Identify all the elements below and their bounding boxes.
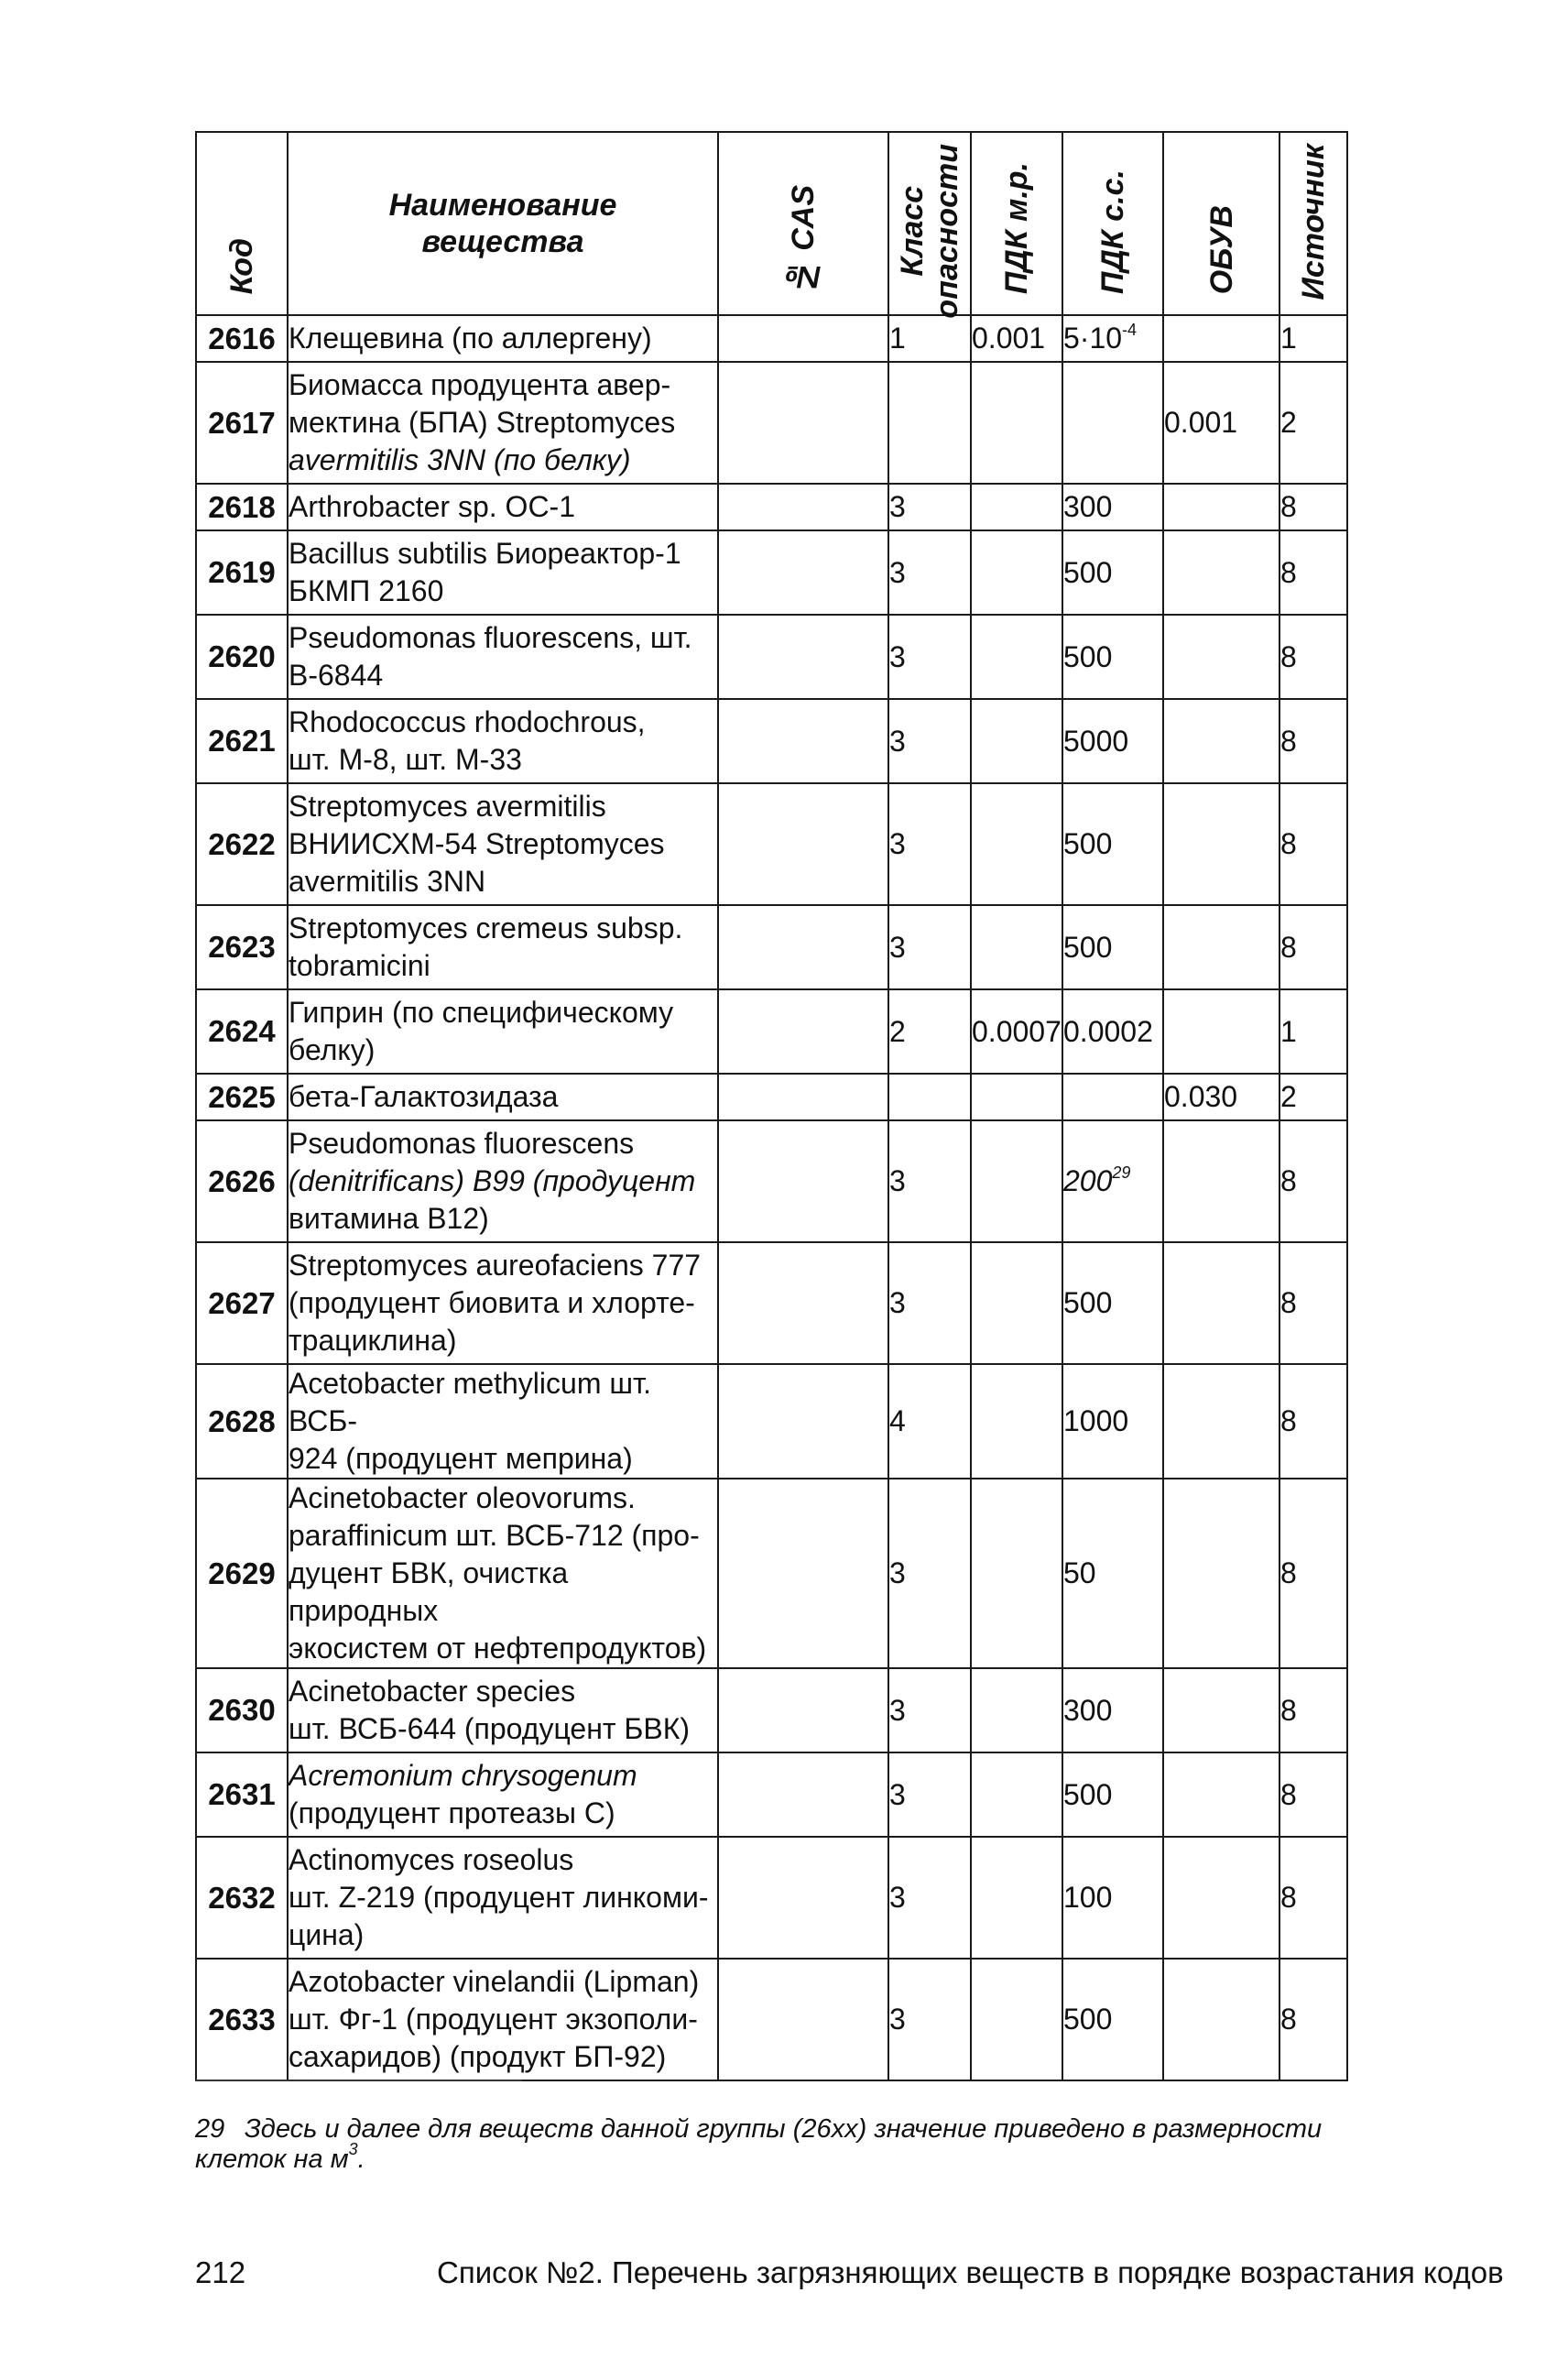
cell-hazard-class: 3: [888, 484, 971, 530]
cell-code: 2627: [196, 1242, 288, 1364]
cell-source: 8: [1279, 1668, 1347, 1752]
cell-cas: [718, 1479, 888, 1668]
table-row: [196, 1364, 1347, 1479]
name-line: цина): [289, 1918, 365, 1951]
cell-cas: [718, 1752, 888, 1837]
cell-name: [288, 699, 718, 783]
name-line: (продуцент протеазы С): [289, 1796, 615, 1829]
footnote-divider: [195, 2080, 522, 2081]
header-obuv: ОБУВ: [1163, 132, 1279, 315]
cell-obuv: [1163, 484, 1279, 530]
cell-name: [288, 1242, 718, 1364]
name-line: Bacillus subtilis Биореактор-1: [289, 537, 681, 570]
cell-pdk-mr: [971, 1364, 1062, 1479]
name-line: Actinomyces roseolus: [289, 1843, 574, 1876]
footnote-text: Здесь и далее для веществ данной группы (26xx) значение приведено в размерности клеток на м: [195, 2114, 1323, 2174]
cell-code: 2629: [196, 1479, 288, 1668]
cell-pdk-mr: [971, 1242, 1062, 1364]
pdk-ss-value: 500: [1063, 930, 1113, 964]
name-line: tobramicini: [289, 949, 430, 982]
cell-pdk-mr: [971, 1837, 1062, 1959]
cell-code: 2622: [196, 783, 288, 905]
table-row: [196, 530, 1347, 615]
cell-cas: [718, 315, 888, 362]
cell-hazard-class: 3: [888, 783, 971, 905]
cell-pdk-mr: [971, 1668, 1062, 1752]
cell-pdk-mr: [971, 905, 1062, 989]
table-row: [196, 699, 1347, 783]
cell-pdk-ss: [1062, 1752, 1163, 1837]
cell-name: [288, 989, 718, 1074]
table-row: [196, 905, 1347, 989]
cell-source: 8: [1279, 1242, 1347, 1364]
name-line: Arthrobacter sp. OC-1: [289, 490, 575, 523]
header-pdk-ss: ПДК с.с.: [1062, 132, 1163, 315]
name-line: витамина B12): [289, 1202, 489, 1235]
cell-obuv: [1163, 1668, 1279, 1752]
cell-cas: [718, 362, 888, 484]
cell-hazard-class: 3: [888, 1752, 971, 1837]
table-row: [196, 1752, 1347, 1837]
name-line: мектина (БПА) Streptomyces: [289, 406, 676, 439]
cell-pdk-ss: [1062, 1242, 1163, 1364]
cell-cas: [718, 905, 888, 989]
table-row: [196, 362, 1347, 484]
name-line: Acinetobacter oleovorums.: [289, 1481, 636, 1514]
cell-hazard-class: 3: [888, 1479, 971, 1668]
cell-source: 8: [1279, 783, 1347, 905]
cell-pdk-mr: [971, 1959, 1062, 2080]
cell-hazard-class: 3: [888, 530, 971, 615]
cell-pdk-mr: [971, 699, 1062, 783]
cell-obuv: [1163, 783, 1279, 905]
cell-obuv: [1163, 615, 1279, 699]
name-line: paraffinicum шт. ВСБ-712 (про-: [289, 1519, 700, 1552]
cell-pdk-mr: [971, 530, 1062, 615]
cell-pdk-ss: [1062, 615, 1163, 699]
table-row: [196, 1837, 1347, 1959]
cell-name: [288, 615, 718, 699]
table-row: [196, 1959, 1347, 2080]
table-row: [196, 1668, 1347, 1752]
cell-name: [288, 1837, 718, 1959]
cell-hazard-class: 3: [888, 615, 971, 699]
cell-cas: [718, 1074, 888, 1120]
pdk-ss-value: 500: [1063, 1286, 1113, 1319]
cell-cas: [718, 1959, 888, 2080]
cell-name: [288, 1668, 718, 1752]
cell-hazard-class: 3: [888, 1837, 971, 1959]
header-row: [196, 132, 1347, 315]
cell-hazard-class: 2: [888, 989, 971, 1074]
name-line: Acetobacter methylicum шт. ВСБ-: [289, 1367, 652, 1437]
cell-code: 2623: [196, 905, 288, 989]
cell-code: 2631: [196, 1752, 288, 1837]
name-line: Acremonium chrysogenum: [289, 1759, 637, 1792]
cell-obuv: [1163, 699, 1279, 783]
cell-source: 8: [1279, 1752, 1347, 1837]
cell-name: [288, 1959, 718, 2080]
name-line: Streptomyces avermitilis: [289, 790, 606, 823]
pdk-ss-value: 5·10: [1063, 322, 1123, 355]
header-cas: № CAS: [718, 132, 888, 315]
cell-pdk-ss: [1062, 1364, 1163, 1479]
pdk-ss-value: 500: [1063, 2003, 1113, 2036]
cell-hazard-class: 3: [888, 1668, 971, 1752]
cell-pdk-mr: [971, 362, 1062, 484]
cell-pdk-ss: [1062, 1074, 1163, 1120]
cell-name: [288, 1479, 718, 1668]
name-line: белку): [289, 1033, 376, 1066]
cell-name: [288, 1120, 718, 1242]
cell-pdk-ss: [1062, 530, 1163, 615]
name-line: Rhodococcus rhodochrous,: [289, 705, 646, 738]
name-line: бета-Галактозидаза: [289, 1080, 559, 1113]
pdk-ss-value: 1000: [1063, 1404, 1129, 1437]
cell-cas: [718, 699, 888, 783]
cell-obuv: 0.001: [1163, 362, 1279, 484]
pdk-ss-value: 50: [1063, 1556, 1096, 1589]
cell-obuv: [1163, 989, 1279, 1074]
cell-obuv: [1163, 1364, 1279, 1479]
cell-cas: [718, 530, 888, 615]
cell-source: 2: [1279, 1074, 1347, 1120]
cell-obuv: [1163, 1242, 1279, 1364]
cell-pdk-ss: [1062, 1668, 1163, 1752]
cell-hazard-class: 3: [888, 1959, 971, 2080]
pdk-ss-value: 500: [1063, 555, 1113, 589]
name-line: (продуцент биовита и хлорте-: [289, 1286, 695, 1319]
name-line: БКМП 2160: [289, 574, 444, 607]
cell-pdk-ss: [1062, 783, 1163, 905]
name-line: шт. Фг-1 (продуцент экзополи-: [289, 2003, 698, 2036]
name-line: шт. Z-219 (продуцент линкоми-: [289, 1881, 709, 1914]
header-code: Код: [196, 132, 288, 315]
cell-pdk-mr: 0.0007: [971, 989, 1062, 1074]
cell-hazard-class: [888, 1074, 971, 1120]
table-row: [196, 1242, 1347, 1364]
pdk-ss-value: 500: [1063, 639, 1113, 673]
cell-name: [288, 783, 718, 905]
cell-pdk-ss: [1062, 905, 1163, 989]
cell-code: 2628: [196, 1364, 288, 1479]
cell-pdk-mr: 0.001: [971, 315, 1062, 362]
cell-obuv: [1163, 530, 1279, 615]
cell-source: 2: [1279, 362, 1347, 484]
cell-obuv: 0.030: [1163, 1074, 1279, 1120]
cell-pdk-ss: [1062, 1959, 1163, 2080]
pdk-ss-value: 500: [1063, 827, 1113, 860]
cell-code: 2618: [196, 484, 288, 530]
cell-name: [288, 315, 718, 362]
cell-cas: [718, 783, 888, 905]
cell-hazard-class: 4: [888, 1364, 971, 1479]
cell-cas: [718, 484, 888, 530]
footnote-number: 29: [195, 2114, 225, 2144]
cell-obuv: [1163, 1752, 1279, 1837]
table-row: [196, 1479, 1347, 1668]
cell-source: 8: [1279, 615, 1347, 699]
name-line: Acinetobacter species: [289, 1675, 576, 1708]
cell-source: 8: [1279, 530, 1347, 615]
name-line: avermitilis 3NN: [289, 865, 486, 898]
cell-code: 2617: [196, 362, 288, 484]
cell-pdk-mr: [971, 1074, 1062, 1120]
cell-code: 2616: [196, 315, 288, 362]
cell-cas: [718, 1120, 888, 1242]
cell-pdk-mr: [971, 1752, 1062, 1837]
name-line: дуцент БВК, очистка природных: [289, 1556, 569, 1627]
cell-pdk-ss: [1062, 315, 1163, 362]
footnote-superscript: 3: [348, 2140, 358, 2158]
cell-pdk-mr: [971, 1479, 1062, 1668]
cell-pdk-ss: [1062, 484, 1163, 530]
cell-hazard-class: 3: [888, 1120, 971, 1242]
cell-source: 8: [1279, 484, 1347, 530]
header-hazard-class: Класс опасности: [888, 132, 971, 315]
cell-source: 8: [1279, 1837, 1347, 1959]
cell-hazard-class: [888, 362, 971, 484]
name-line: Pseudomonas fluorescens, шт.: [289, 621, 692, 654]
cell-cas: [718, 1242, 888, 1364]
cell-cas: [718, 1364, 888, 1479]
cell-obuv: [1163, 1959, 1279, 2080]
cell-code: 2619: [196, 530, 288, 615]
page-number: 212: [195, 2255, 246, 2289]
header-pdk-mr: ПДК м.р.: [971, 132, 1062, 315]
cell-code: 2625: [196, 1074, 288, 1120]
cell-pdk-ss: [1062, 362, 1163, 484]
cell-name: [288, 362, 718, 484]
cell-hazard-class: 3: [888, 699, 971, 783]
name-line: экосистем от нефтепродуктов): [289, 1632, 707, 1665]
cell-pdk-ss: [1062, 1120, 1163, 1242]
name-line: шт. ВСБ-644 (продуцент БВК): [289, 1712, 691, 1745]
table-body: [196, 315, 1347, 2080]
cell-pdk-mr: [971, 1120, 1062, 1242]
running-title: Список №2. Перечень загрязняющих веществ в порядке возрастания кодов: [437, 2255, 1504, 2289]
cell-pdk-ss: [1062, 989, 1163, 1074]
cell-source: 1: [1279, 315, 1347, 362]
cell-name: [288, 484, 718, 530]
header-name: Наименование вещества: [288, 132, 718, 315]
pdk-ss-value: 200: [1063, 1164, 1113, 1197]
pdk-ss-superscript: -4: [1122, 321, 1138, 339]
cell-code: 2620: [196, 615, 288, 699]
cell-hazard-class: 3: [888, 1242, 971, 1364]
table-row: [196, 783, 1347, 905]
table-row: [196, 1120, 1347, 1242]
cell-source: 8: [1279, 1120, 1347, 1242]
name-line: Гиприн (по специфическому: [289, 996, 674, 1029]
name-line: ВНИИСХМ-54 Streptomyces: [289, 827, 665, 860]
name-line: Клещевина (по аллергену): [289, 322, 652, 355]
cell-code: 2621: [196, 699, 288, 783]
cell-code: 2624: [196, 989, 288, 1074]
cell-name: [288, 530, 718, 615]
name-line: (denitrificans) B99 (продуцент: [289, 1164, 696, 1197]
pdk-ss-value: 100: [1063, 1881, 1113, 1914]
cell-cas: [718, 1837, 888, 1959]
cell-pdk-ss: [1062, 1837, 1163, 1959]
cell-name: [288, 905, 718, 989]
cell-hazard-class: 1: [888, 315, 971, 362]
cell-code: 2630: [196, 1668, 288, 1752]
name-line: шт. М-8, шт. М-33: [289, 743, 522, 776]
table-row: [196, 484, 1347, 530]
name-line: Pseudomonas fluorescens: [289, 1127, 635, 1160]
pdk-ss-superscript: 29: [1112, 1163, 1131, 1182]
cell-source: 8: [1279, 699, 1347, 783]
name-line: Azotobacter vinelandii (Lipman): [289, 1965, 700, 1998]
header-source: Источник: [1279, 132, 1347, 315]
pdk-ss-value: 300: [1063, 490, 1113, 523]
table-row: [196, 315, 1347, 362]
pdk-ss-value: 0.0002: [1063, 1014, 1153, 1048]
cell-cas: [718, 1668, 888, 1752]
table-row: [196, 1074, 1347, 1120]
cell-name: [288, 1752, 718, 1837]
cell-pdk-ss: [1062, 1479, 1163, 1668]
cell-obuv: [1163, 315, 1279, 362]
cell-hazard-class: 3: [888, 905, 971, 989]
cell-name: [288, 1364, 718, 1479]
cell-obuv: [1163, 1479, 1279, 1668]
substances-table: [195, 131, 1348, 2081]
cell-code: 2626: [196, 1120, 288, 1242]
table-row: [196, 989, 1347, 1074]
name-line: сахаридов) (продукт БП-92): [289, 2040, 667, 2073]
name-line: Streptomyces aureofaciens 777: [289, 1249, 702, 1282]
cell-code: 2632: [196, 1837, 288, 1959]
cell-obuv: [1163, 1120, 1279, 1242]
name-line: avermitilis 3NN (по белку): [289, 443, 631, 476]
name-line: трациклина): [289, 1324, 457, 1357]
pdk-ss-value: 300: [1063, 1693, 1113, 1727]
cell-pdk-ss: [1062, 699, 1163, 783]
footnote: 29 Здесь и далее для веществ данной группы (26xx) значение приведено в размерности клеток на $м^3$.: [195, 2114, 1323, 2174]
cell-source: 1: [1279, 989, 1347, 1074]
name-line: Streptomyces cremeus subsp.: [289, 912, 683, 944]
cell-source: 8: [1279, 1364, 1347, 1479]
cell-code: 2633: [196, 1959, 288, 2080]
cell-source: 8: [1279, 905, 1347, 989]
name-line: Биомасса продуцента авер-: [289, 368, 671, 401]
name-line: B-6844: [289, 659, 384, 692]
pdk-ss-value: 500: [1063, 1777, 1113, 1811]
name-line: 924 (продуцент меприна): [289, 1442, 633, 1475]
cell-pdk-mr: [971, 615, 1062, 699]
cell-source: 8: [1279, 1479, 1347, 1668]
cell-source: 8: [1279, 1959, 1347, 2080]
cell-name: [288, 1074, 718, 1120]
cell-obuv: [1163, 1837, 1279, 1959]
cell-cas: [718, 989, 888, 1074]
cell-pdk-mr: [971, 783, 1062, 905]
cell-cas: [718, 615, 888, 699]
cell-obuv: [1163, 905, 1279, 989]
pdk-ss-value: 5000: [1063, 724, 1129, 758]
cell-pdk-mr: [971, 484, 1062, 530]
table-row: [196, 615, 1347, 699]
